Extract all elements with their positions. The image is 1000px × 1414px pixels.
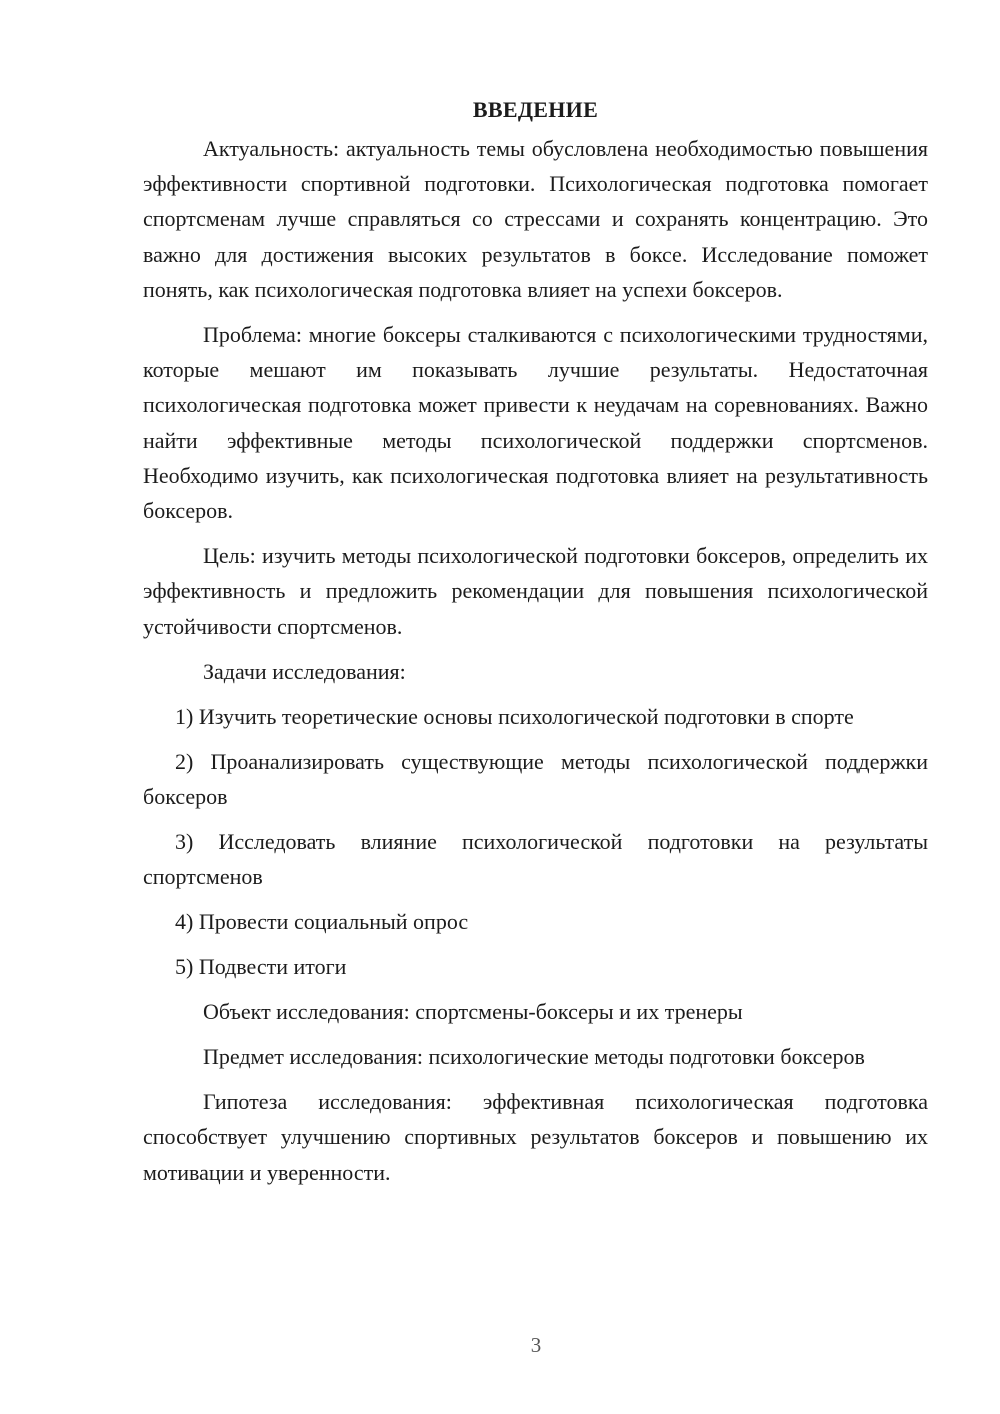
tasks-heading: Задачи исследования: (203, 658, 406, 684)
task-item-3: 3) Исследовать влияние психологической подготовки на результаты спортсменов (143, 829, 928, 890)
object-paragraph: Объект исследования: спортсмены-боксеры и их тренеры (203, 999, 743, 1025)
section-title: ВВЕДЕНИЕ (472, 97, 599, 122)
task-item-4: 4) Провести социальный опрос (175, 909, 469, 935)
subject-paragraph: Предмет исследования: психологические методы подготовки боксеров (203, 1044, 865, 1070)
task-item-1: 1) Изучить теоретические основы психологической подготовки в спорте (175, 703, 854, 729)
document-body (143, 94, 928, 1190)
goal-paragraph: Цель: изучить методы психологической подготовки боксеров, определить их эффективность и предложить рекомендации для повышения психологической устойчивости спортсменов. (143, 543, 928, 639)
page-number: 3 (530, 1333, 542, 1357)
relevance-paragraph: Актуальность: актуальность темы обусловлена необходимостью повышения эффективности спортивной подготовки. Психологическая подготовка помогает спортсменам лучше справляться со стрессами и сохранять концентрацию. Это важно для достижения высоких результатов в боксе. Исследование поможет понять, как психологическая подготовка влияет на успехи боксеров. (143, 136, 928, 302)
problem-paragraph: Проблема: многие боксеры сталкиваются с психологическими трудностями, которые мешают им показывать лучшие результаты. Недостаточная психологическая подготовка может привести к неудачам на соревнованиях. Важно найти эффективные методы психологической поддержки спортсменов. Необходимо изучить, как психологическая подготовка влияет на результативность боксеров. (143, 322, 928, 524)
task-item-2: 2) Проанализировать существующие методы психологической поддержки боксеров (143, 748, 928, 810)
hypothesis-paragraph: Гипотеза исследования: эффективная психологическая подготовка способствует улучшению спортивных результатов боксеров и повышению их мотивации и уверенности. (143, 1089, 928, 1185)
task-item-5: 5) Подвести итоги (175, 954, 347, 980)
